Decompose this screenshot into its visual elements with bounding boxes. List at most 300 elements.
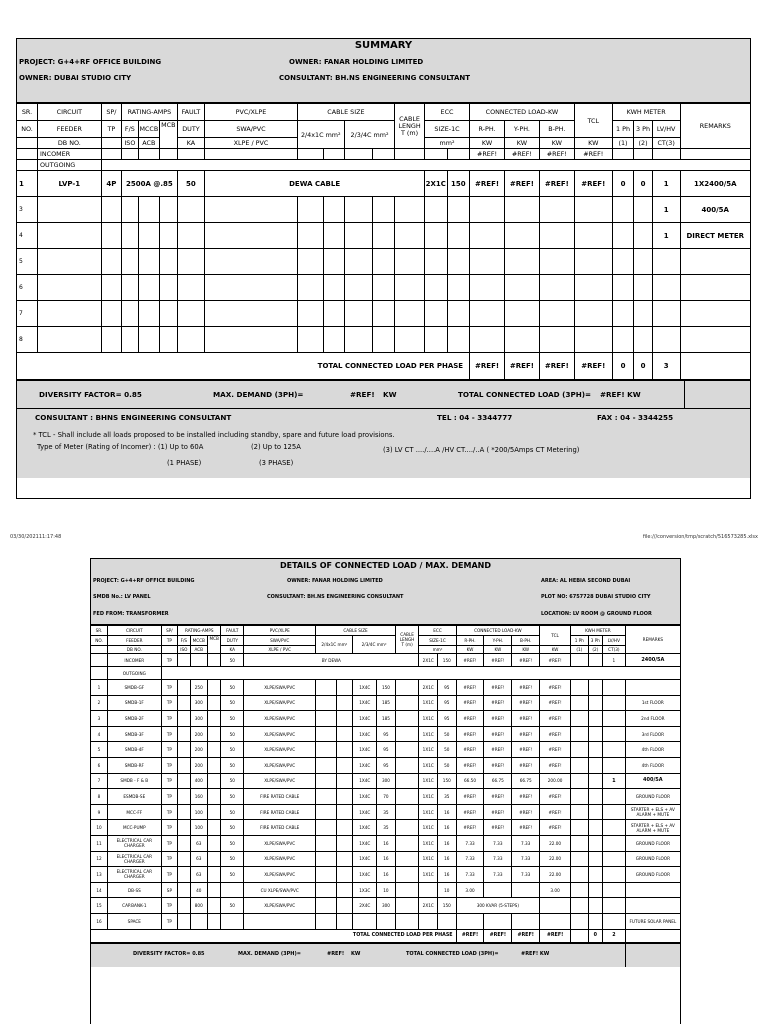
cell xyxy=(208,773,221,789)
row-tcl: #REF! xyxy=(540,757,571,773)
row-ecc-a: 1X1C xyxy=(419,773,438,789)
cell xyxy=(178,898,190,914)
table-row xyxy=(91,867,680,883)
cell xyxy=(316,804,337,820)
cell xyxy=(316,757,337,773)
row-pvc: FIRE RATED CABLE xyxy=(244,789,316,805)
footer-tel: TEL : 04 - 3344777 xyxy=(437,413,513,422)
hdr-mccb: MCCB xyxy=(190,636,208,646)
cell xyxy=(324,327,345,353)
cell xyxy=(178,789,190,805)
table-row xyxy=(91,898,680,914)
cell xyxy=(316,851,337,867)
row-y: 7.33 xyxy=(484,851,512,867)
row-sp: TP xyxy=(161,711,178,727)
hdr-1: (1) xyxy=(612,138,634,149)
cell xyxy=(177,327,205,353)
row-sr: 3 xyxy=(17,197,38,223)
row-remarks xyxy=(625,680,680,696)
cell xyxy=(324,301,345,327)
row-y xyxy=(484,913,512,929)
incomer-row xyxy=(17,149,750,160)
row-rating: 200 xyxy=(190,757,208,773)
cell xyxy=(101,275,122,301)
row-sr: 7 xyxy=(91,773,108,789)
row-b: #REF! xyxy=(512,804,540,820)
row-m3 xyxy=(603,898,626,914)
hdr-acb: ACB xyxy=(138,138,160,149)
row-core: 1X4C xyxy=(353,680,377,696)
cell xyxy=(447,327,470,353)
cell xyxy=(470,301,505,327)
summary-consultant: CONSULTANT: BH.NS ENGINEERING CONSULTANT xyxy=(279,74,471,82)
details-max-demand-value: #REF! xyxy=(327,950,345,957)
cell xyxy=(336,835,353,851)
details-smdb: SMDB No.: LV PANEL xyxy=(93,594,151,600)
row-ecc-a xyxy=(419,882,438,898)
table-row xyxy=(91,773,680,789)
row-feeder: ELECTRICAL CAR CHARGER xyxy=(108,835,162,851)
cell xyxy=(297,275,324,301)
row-rating: 250 xyxy=(190,680,208,696)
row-y: #REF! xyxy=(484,711,512,727)
row-sp: SP xyxy=(161,882,178,898)
cell xyxy=(612,223,634,249)
hdr-rating: RATING-AMPS xyxy=(178,626,221,636)
summary-diversity: DIVERSITY FACTOR= 0.85 xyxy=(39,390,142,399)
row-core: 1X4C xyxy=(353,695,377,711)
details-sheet xyxy=(90,558,681,1024)
total-label: TOTAL CONNECTED LOAD PER PHASE xyxy=(17,353,470,380)
row-size xyxy=(377,913,396,929)
row-size: 70 xyxy=(377,789,396,805)
row-core: 1X4C xyxy=(353,835,377,851)
row-y: #REF! xyxy=(484,757,512,773)
row-m3: 1 xyxy=(652,171,680,197)
cell xyxy=(17,160,38,171)
hdr-cable-b: 2/3/4C mm² xyxy=(344,121,394,149)
cell xyxy=(612,301,634,327)
row-ecc-b: 16 xyxy=(438,867,457,883)
hdr-cable-length-2: LENGH xyxy=(398,121,421,130)
row-remarks xyxy=(625,898,680,914)
details-owner: OWNER: FANAR HOLDING LIMITED xyxy=(287,578,383,584)
cell xyxy=(178,804,190,820)
row-ecc-a: 1X1C xyxy=(419,742,438,758)
row-r: #REF! xyxy=(456,742,484,758)
row-feeder: LVP-1 xyxy=(38,171,102,197)
row-tcl: 22.00 xyxy=(540,851,571,867)
cell xyxy=(372,149,395,160)
cell xyxy=(101,249,122,275)
cell xyxy=(178,742,190,758)
row-size: 300 xyxy=(377,898,396,914)
cell xyxy=(634,327,652,353)
row-fault: 50 xyxy=(221,835,244,851)
cell xyxy=(38,197,102,223)
cell xyxy=(336,804,353,820)
cell xyxy=(372,275,395,301)
details-diversity: DIVERSITY FACTOR= 0.85 xyxy=(133,950,205,957)
cell xyxy=(588,789,602,805)
row-m3 xyxy=(603,695,626,711)
total-r: #REF! xyxy=(470,353,505,380)
total-b: #REF! xyxy=(539,353,574,380)
row-ecc-a: 1X1C xyxy=(419,804,438,820)
cell xyxy=(588,711,602,727)
hdr-xlpe: XLPE / PVC xyxy=(205,138,297,149)
cell xyxy=(138,249,160,275)
cell xyxy=(574,197,612,223)
cell xyxy=(316,742,337,758)
table-row xyxy=(91,742,680,758)
cell xyxy=(297,301,324,327)
hdr-lvhv: LV/HV xyxy=(652,121,680,138)
row-remarks: GROUND FLOOR xyxy=(625,789,680,805)
row-m1: 0 xyxy=(612,171,634,197)
cell xyxy=(680,353,750,380)
incomer-m3: 1 xyxy=(603,654,626,667)
cell xyxy=(336,882,353,898)
table-row xyxy=(91,711,680,727)
hdr-bph: B-PH. xyxy=(539,121,574,138)
details-header-row-1 xyxy=(91,626,680,636)
cell xyxy=(38,249,102,275)
cell xyxy=(588,913,602,929)
row-pvc: XLPE/SWA/PVC xyxy=(244,851,316,867)
row-b: #REF! xyxy=(512,695,540,711)
row-rating: 63 xyxy=(190,835,208,851)
row-size: 35 xyxy=(377,804,396,820)
hdr-rph: R-PH. xyxy=(470,121,505,138)
cell xyxy=(297,197,324,223)
summary-project: PROJECT: G+4+RF OFFICE BUILDING xyxy=(19,58,162,66)
row-r xyxy=(456,913,484,929)
row-fault: 50 xyxy=(221,742,244,758)
summary-owner: OWNER: FANAR HOLDING LIMITED xyxy=(289,58,424,66)
cell xyxy=(316,773,337,789)
row-b xyxy=(512,913,540,929)
row-b: 7.33 xyxy=(512,867,540,883)
row-ecc-b: 150 xyxy=(438,898,457,914)
hdr-2: (2) xyxy=(634,138,652,149)
row-r: #REF! xyxy=(456,680,484,696)
hdr-sr-2: NO. xyxy=(91,636,108,646)
row-b: 7.33 xyxy=(512,851,540,867)
cell xyxy=(101,149,122,160)
cell xyxy=(316,789,337,805)
details-total-connected-value: #REF! KW xyxy=(521,950,550,957)
hdr-mcb: MCB xyxy=(208,636,221,654)
row-sr: 11 xyxy=(91,835,108,851)
incomer-tcl: #REF! xyxy=(540,654,571,667)
row-sr: 4 xyxy=(91,726,108,742)
total-m2: 0 xyxy=(588,929,602,942)
cell xyxy=(612,197,634,223)
row-r: 7.33 xyxy=(456,851,484,867)
hdr-ct3: CT(3) xyxy=(652,138,680,149)
cell xyxy=(447,301,470,327)
cell xyxy=(612,275,634,301)
cell xyxy=(539,327,574,353)
cell xyxy=(571,867,589,883)
row-remarks xyxy=(680,275,750,301)
row-sp: TP xyxy=(161,804,178,820)
cell xyxy=(680,149,750,160)
footer-note-3phase: (3 PHASE) xyxy=(259,459,294,467)
cell xyxy=(588,835,602,851)
cell xyxy=(372,223,395,249)
row-ecc-b: 16 xyxy=(438,804,457,820)
hdr-ct3: CT(3) xyxy=(603,646,626,654)
row-fault: 50 xyxy=(221,726,244,742)
row-fault xyxy=(221,882,244,898)
cell xyxy=(138,327,160,353)
hdr-sp: SP/ xyxy=(161,626,178,636)
incomer-y: #REF! xyxy=(484,654,512,667)
row-y: 7.33 xyxy=(484,867,512,883)
hdr-3ph: 3 Ph xyxy=(634,121,652,138)
row-ecc-a: 2X1C xyxy=(419,680,438,696)
cell xyxy=(539,301,574,327)
hdr-2: (2) xyxy=(588,646,602,654)
cell xyxy=(324,197,345,223)
row-r: #REF! xyxy=(456,726,484,742)
hdr-fault: FAULT xyxy=(177,104,205,121)
cell xyxy=(178,882,190,898)
cell xyxy=(38,275,102,301)
hdr-ecc: ECC xyxy=(419,626,456,636)
row-r: #REF! xyxy=(470,171,505,197)
total-b: #REF! xyxy=(512,929,540,942)
row-m3 xyxy=(603,835,626,851)
cell xyxy=(504,301,539,327)
details-incomer-row xyxy=(91,654,680,667)
row-pvc: XLPE/SWA/PVC xyxy=(244,898,316,914)
row-feeder: SMDB-GF xyxy=(108,680,162,696)
cell xyxy=(612,327,634,353)
cell xyxy=(344,197,372,223)
row-pvc xyxy=(244,913,316,929)
row-sr: 1 xyxy=(17,171,38,197)
row-m2: 0 xyxy=(634,171,652,197)
hdr-circuit: CIRCUIT xyxy=(38,104,102,121)
row-feeder: ELECTRICAL CAR CHARGER xyxy=(108,851,162,867)
hdr-blank xyxy=(17,138,38,149)
cell xyxy=(205,301,297,327)
cell xyxy=(372,301,395,327)
summary-diversity-band xyxy=(17,380,750,408)
summary-kw: KW xyxy=(383,390,397,399)
hdr-rph: R-PH. xyxy=(456,636,484,646)
hdr-blank xyxy=(101,138,122,149)
cell xyxy=(208,804,221,820)
cell xyxy=(160,327,177,353)
row-r: 7.33 xyxy=(456,867,484,883)
row-b: 7.33 xyxy=(512,835,540,851)
cell xyxy=(395,804,419,820)
total-m3: 3 xyxy=(652,353,680,380)
table-row xyxy=(17,327,750,353)
total-label: TOTAL CONNECTED LOAD PER PHASE xyxy=(91,929,456,942)
cell xyxy=(395,197,425,223)
row-core: 1X4C xyxy=(353,851,377,867)
cell xyxy=(571,882,589,898)
incomer-label: INCOMER xyxy=(108,654,162,667)
hdr-remarks: REMARKS xyxy=(680,104,750,149)
cell xyxy=(588,773,602,789)
row-b: #REF! xyxy=(512,711,540,727)
details-diversity-band xyxy=(91,943,680,967)
cell xyxy=(625,929,680,942)
cell xyxy=(424,149,447,160)
summary-total-row xyxy=(17,353,750,380)
cell xyxy=(324,275,345,301)
details-kw: KW xyxy=(351,950,361,957)
row-core: 1X4C xyxy=(353,789,377,805)
row-ecc-a: 1X1C xyxy=(419,820,438,836)
cell xyxy=(470,197,505,223)
row-rating: 160 xyxy=(190,789,208,805)
hdr-mm2: mm² xyxy=(419,646,456,654)
row-remarks: 400/5A xyxy=(680,197,750,223)
cell xyxy=(178,867,190,883)
table-row xyxy=(17,249,750,275)
row-feeder: ESMDB-SE xyxy=(108,789,162,805)
row-fault: 50 xyxy=(221,757,244,773)
row-rating: 200 xyxy=(190,742,208,758)
row-fault: 50 xyxy=(177,171,205,197)
cell xyxy=(208,711,221,727)
cell xyxy=(316,898,337,914)
cell xyxy=(336,867,353,883)
hdr-dbno: DB NO. xyxy=(108,646,162,654)
row-tcl: #REF! xyxy=(574,171,612,197)
cell xyxy=(208,742,221,758)
outgoing-row xyxy=(17,160,750,171)
incomer-r: #REF! xyxy=(456,654,484,667)
row-tcl: 22.00 xyxy=(540,835,571,851)
hdr-cable-length xyxy=(395,104,425,149)
hdr-tp: TP xyxy=(161,636,178,646)
cell xyxy=(336,851,353,867)
cell xyxy=(336,726,353,742)
table-row xyxy=(91,789,680,805)
cell xyxy=(122,249,138,275)
row-sr: 8 xyxy=(17,327,38,353)
hdr-duty: DUTY xyxy=(221,636,244,646)
incomer-label: INCOMER xyxy=(38,149,102,160)
hdr-tclkw: KW xyxy=(574,138,612,149)
row-sr: 2 xyxy=(91,695,108,711)
hdr-cable-length xyxy=(395,626,419,654)
total-y: #REF! xyxy=(484,929,512,942)
details-table xyxy=(91,625,680,943)
table-row xyxy=(91,835,680,851)
row-m3 xyxy=(652,327,680,353)
cell xyxy=(336,913,353,929)
cell xyxy=(208,913,221,929)
cell xyxy=(336,680,353,696)
table-row xyxy=(17,197,750,223)
row-pvc: XLPE/SWA/PVC xyxy=(244,680,316,696)
row-b: #REF! xyxy=(539,171,574,197)
row-sr: 6 xyxy=(17,275,38,301)
row-tcl: #REF! xyxy=(540,711,571,727)
summary-total-connected-value: #REF! KW xyxy=(600,390,641,399)
row-sr: 6 xyxy=(91,757,108,773)
row-feeder: SMDB - F & B xyxy=(108,773,162,789)
cell xyxy=(138,223,160,249)
row-m3 xyxy=(603,789,626,805)
row-ecc-a: 1X1C xyxy=(419,835,438,851)
print-file-path: file:///conversion/tmp/scratch/516573285.xlsx xyxy=(642,534,758,540)
hdr-yph: Y-PH. xyxy=(504,121,539,138)
cell xyxy=(38,327,102,353)
cell xyxy=(336,742,353,758)
cell xyxy=(634,223,652,249)
cell xyxy=(161,667,680,680)
cell xyxy=(447,197,470,223)
cell xyxy=(588,726,602,742)
details-area: AREA: AL HEBIA SECOND DUBAI xyxy=(541,578,631,584)
row-sr: 8 xyxy=(91,789,108,805)
cell xyxy=(336,773,353,789)
row-r: 66.50 xyxy=(456,773,484,789)
row-remarks: 1X2400/5A xyxy=(680,171,750,197)
cell xyxy=(316,695,337,711)
row-sr: 9 xyxy=(91,804,108,820)
cell xyxy=(205,223,297,249)
row-feeder: SMDB-1F xyxy=(108,695,162,711)
row-fault xyxy=(221,913,244,929)
cell xyxy=(571,726,589,742)
row-m3 xyxy=(603,711,626,727)
row-size: 16 xyxy=(377,835,396,851)
cell xyxy=(178,654,190,667)
row-feeder: DB-SS xyxy=(108,882,162,898)
cell xyxy=(138,275,160,301)
row-fault: 50 xyxy=(221,820,244,836)
cell xyxy=(324,149,345,160)
row-sp: TP xyxy=(161,757,178,773)
hdr-cable-a: 2/4x1C mm² xyxy=(297,121,344,149)
row-tcl: 22.00 xyxy=(540,867,571,883)
row-tcl xyxy=(540,913,571,929)
row-m3 xyxy=(603,757,626,773)
row-m3 xyxy=(603,851,626,867)
cell xyxy=(122,301,138,327)
cell xyxy=(395,757,419,773)
cell xyxy=(395,149,425,160)
cell xyxy=(395,301,425,327)
row-core: 1X4C xyxy=(353,804,377,820)
row-y: #REF! xyxy=(484,695,512,711)
row-size: 16 xyxy=(377,867,396,883)
row-y: #REF! xyxy=(504,171,539,197)
cell xyxy=(571,695,589,711)
row-core: 1X4C xyxy=(353,820,377,836)
row-rating: 63 xyxy=(190,867,208,883)
hdr-kwh: KWH METER xyxy=(571,626,626,636)
row-m3 xyxy=(603,882,626,898)
row-pvc: XLPE/SWA/PVC xyxy=(244,711,316,727)
cell xyxy=(395,882,419,898)
hdr-dbno: DB NO. xyxy=(38,138,102,149)
row-b: 66.75 xyxy=(512,773,540,789)
hdr-xlpe: XLPE / PVC xyxy=(244,646,316,654)
hdr-connected: CONNECTED LOAD-KW xyxy=(456,626,540,636)
